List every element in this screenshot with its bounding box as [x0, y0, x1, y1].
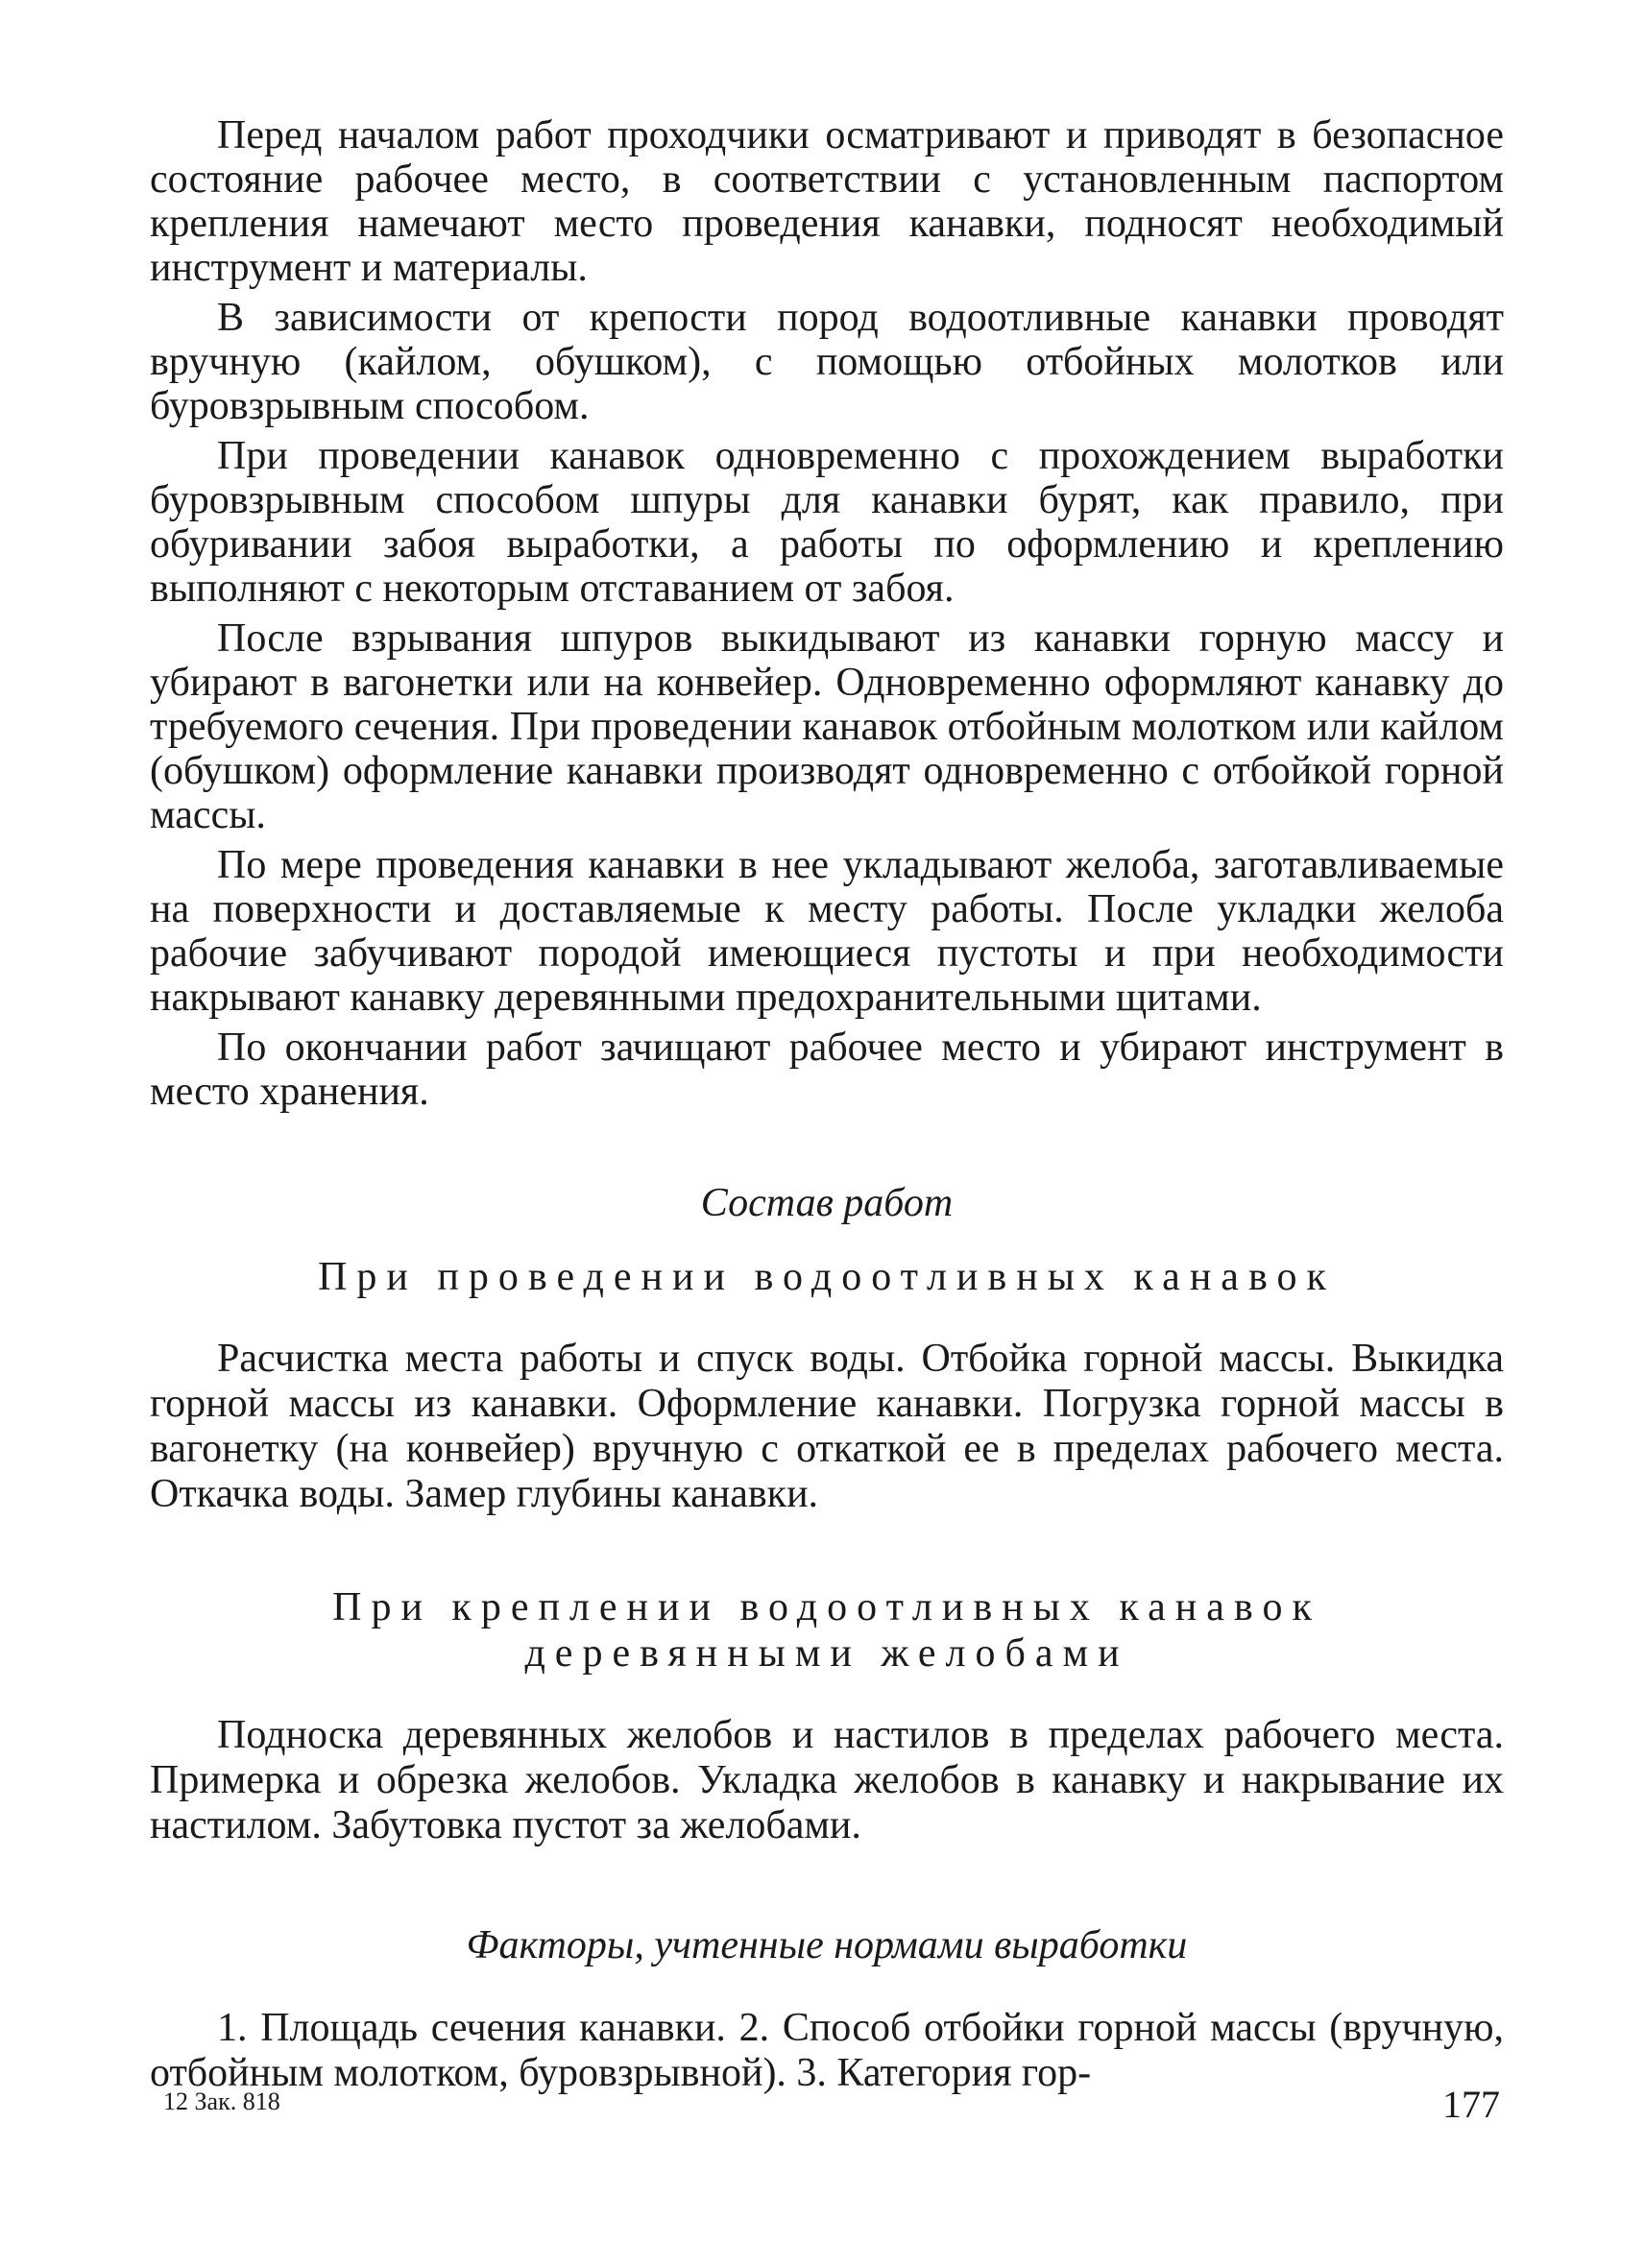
work-composition-title: Состав работ — [700, 1181, 954, 1225]
intro-paragraph-2: В зависимости от крепости пород водоотливные канавки проводят вручную (кайлом, обушком), с помощью отбойных молотков или буровзрывным способом. — [150, 296, 1504, 428]
intro-paragraph-3: При проведении канавок одновременно с прохождением выработки буровзрывным способом шпуры для канавки бурят, как правило, при обуривании забоя выработки, а работы по оформлению и креплению выполняют с некоторым отставанием от забоя. — [150, 434, 1504, 611]
factors-title: Факторы, учтенные нормами выработки — [466, 1923, 1188, 1967]
intro-paragraph-5: По мере проведения канавки в нее укладывают желоба, заготавливаемые на поверхности и доставляемые к месту работы. После укладки желоба рабочие забучивают породой имеющиеся пустоты и при необходимости накрывают канавку деревянными предохранительными щитами. — [150, 843, 1504, 1020]
section2-heading-line1: При креплении водоотливных канавок — [332, 1585, 1321, 1629]
section2-heading-line2: деревянными желобами — [524, 1631, 1129, 1676]
order-mark: 12 Зак. 818 — [163, 2087, 280, 2115]
factors-text: 1. Площадь сечения канавки. 2. Способ отбойки горной массы (вручную, отбойным молотком, буровзрывной). 3. Категория гор- — [150, 2006, 1504, 2095]
intro-paragraph-6: По окончании работ зачищают рабочее место и убирают инструмент в место хранения. — [150, 1025, 1504, 1114]
page-footer — [163, 2082, 1500, 2130]
intro-paragraph-1: Перед началом работ проходчики осматривают и приводят в безопасное состояние рабочее место, в соответствии с установленным паспортом крепления намечают место проведения канавки, подносят необходимый инструмент и материалы. — [150, 113, 1504, 290]
section1-text: Расчистка места работы и спуск воды. Отбойка горной массы. Выкидка горной массы из канавки. Оформление канавки. Погрузка горной массы в вагонетку (на конвейер) вручную с откаткой ее в пределах рабочего места. Откачка воды. Замер глубины канавки. — [150, 1337, 1504, 1516]
section2-text: Подноска деревянных желобов и настилов в пределах рабочего места. Примерка и обрезка желобов. Укладка желобов в канавку и накрывание их настилом. Забутовка пустот за желобами. — [150, 1713, 1504, 1847]
intro-paragraph-4: После взрывания шпуров выкидывают из канавки горную массу и убирают в вагонетки или на конвейер. Одновременно оформляют канавку до требуемого сечения. При проведении канавок отбойным молотком или кайлом (обушком) оформление канавки производят одновременно с отбойкой горной массы. — [150, 616, 1504, 837]
section1-heading: При проведении водоотливных канавок — [318, 1255, 1336, 1299]
document-page — [150, 113, 1504, 2096]
page-number: 177 — [1442, 2083, 1500, 2126]
